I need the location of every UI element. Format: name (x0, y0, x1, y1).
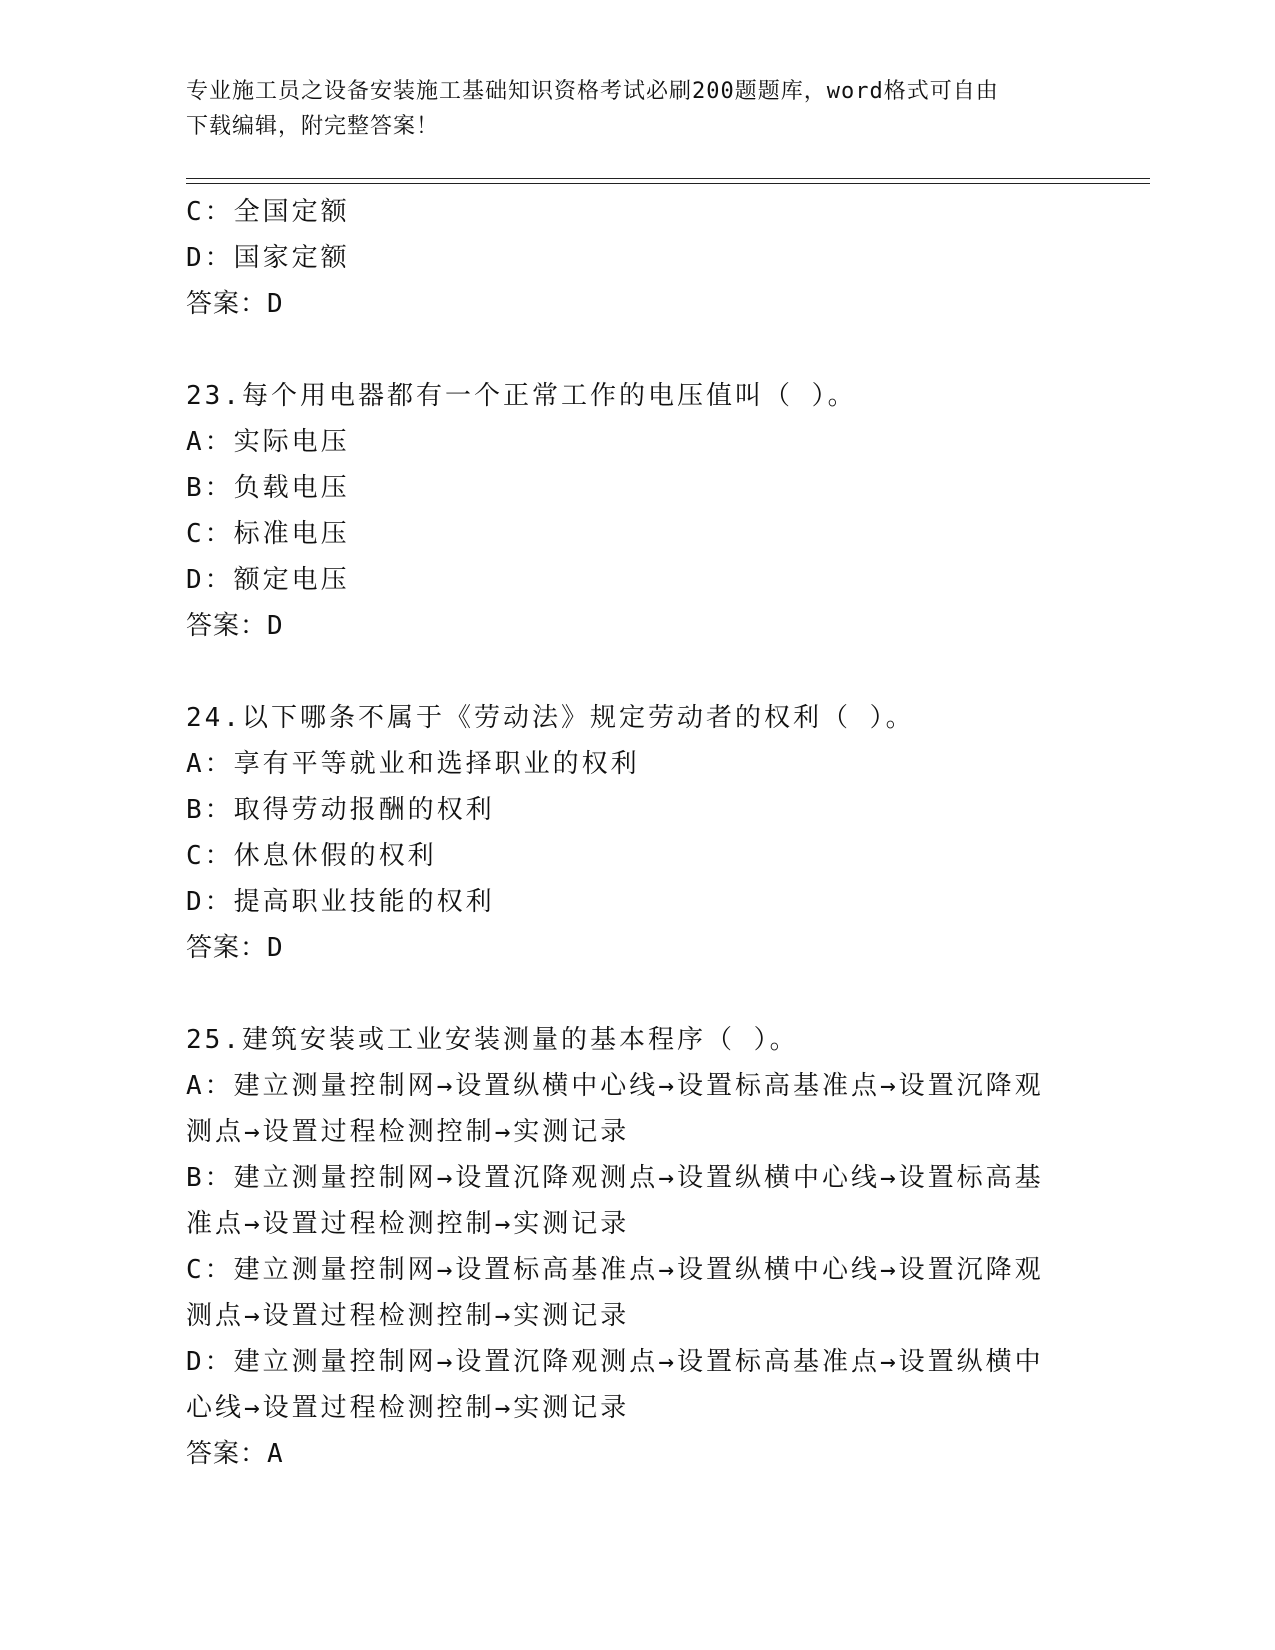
question-list (186, 189, 1086, 1477)
option-c: C：标准电压 (186, 519, 350, 549)
option-d-line-2: 心线→设置过程检测控制→实测记录 (186, 1393, 630, 1423)
question-text: 24.以下哪条不属于《劳动法》规定劳动者的权利（ ）。 (186, 703, 915, 733)
question-text: 25.建筑安装或工业安装测量的基本程序（ ）。 (186, 1025, 799, 1055)
option-c-line-1: C：建立测量控制网→设置标高基准点→设置纵横中心线→设置沉降观 (186, 1255, 1044, 1285)
option-c: C：全国定额 (186, 197, 350, 227)
option-d: D：提高职业技能的权利 (186, 887, 495, 917)
option-d: D：国家定额 (186, 243, 350, 273)
option-b: B：取得劳动报酬的权利 (186, 795, 495, 825)
option-a: A：享有平等就业和选择职业的权利 (186, 749, 640, 779)
header-line-2: 下载编辑，附完整答案！ (186, 114, 440, 139)
option-c-line-2: 测点→设置过程检测控制→实测记录 (186, 1301, 630, 1331)
question-24 (186, 695, 1086, 971)
answer: 答案：D (186, 611, 284, 641)
header-divider-bottom (186, 183, 1150, 184)
option-a-line-2: 测点→设置过程检测控制→实测记录 (186, 1117, 630, 1147)
option-b-line-1: B：建立测量控制网→设置沉降观测点→设置纵横中心线→设置标高基 (186, 1163, 1044, 1193)
question-text: 23.每个用电器都有一个正常工作的电压值叫（ ）。 (186, 381, 857, 411)
option-a-line-1: A：建立测量控制网→设置纵横中心线→设置标高基准点→设置沉降观 (186, 1071, 1044, 1101)
answer: 答案：D (186, 289, 284, 319)
header-line-1: 专业施工员之设备安装施工基础知识资格考试必刷200题题库，word格式可自由 (186, 79, 999, 104)
question-25 (186, 1017, 1086, 1477)
question-23 (186, 373, 1086, 649)
spacer (186, 649, 1086, 695)
option-d-line-1: D：建立测量控制网→设置沉降观测点→设置标高基准点→设置纵横中 (186, 1347, 1044, 1377)
document-header (186, 74, 1086, 144)
previous-question-tail (186, 189, 1086, 327)
option-b: B：负载电压 (186, 473, 350, 503)
spacer (186, 327, 1086, 373)
header-divider-top (186, 178, 1150, 179)
option-a: A：实际电压 (186, 427, 350, 457)
option-d: D：额定电压 (186, 565, 350, 595)
option-c: C：休息休假的权利 (186, 841, 437, 871)
spacer (186, 971, 1086, 1017)
option-b-line-2: 准点→设置过程检测控制→实测记录 (186, 1209, 630, 1239)
answer: 答案：D (186, 933, 284, 963)
answer: 答案：A (186, 1439, 284, 1469)
